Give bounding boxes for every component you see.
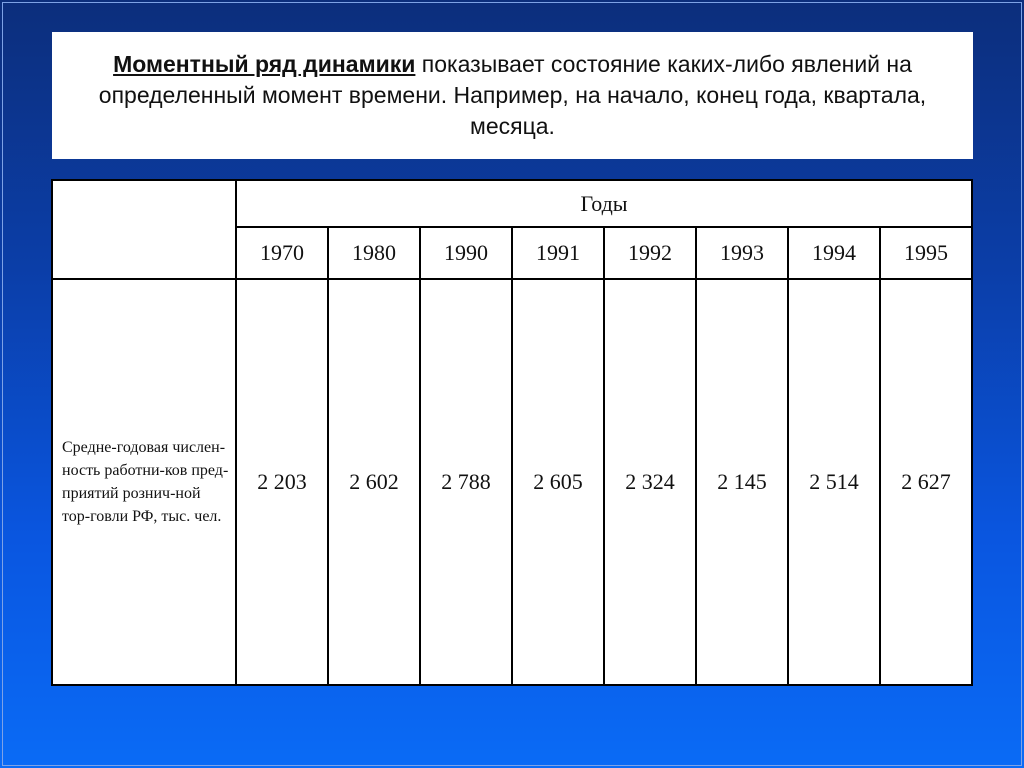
years-group-header: Годы [236, 180, 972, 227]
definition-term: Моментный ряд динамики [113, 51, 416, 77]
value-cell: 2 788 [420, 279, 512, 685]
year-header: 1992 [604, 227, 696, 279]
value-cell: 2 602 [328, 279, 420, 685]
value-cell: 2 514 [788, 279, 880, 685]
table-header-row [52, 180, 972, 227]
year-header: 1970 [236, 227, 328, 279]
table-row [52, 279, 972, 685]
value-cell: 2 627 [880, 279, 972, 685]
time-series-table [51, 179, 973, 686]
value-cell: 2 324 [604, 279, 696, 685]
year-header: 1990 [420, 227, 512, 279]
value-cell: 2 145 [696, 279, 788, 685]
value-cell: 2 605 [512, 279, 604, 685]
definition-text-box [52, 32, 973, 159]
year-header: 1994 [788, 227, 880, 279]
empty-corner-cell [52, 180, 236, 279]
year-header: 1993 [696, 227, 788, 279]
definition-description: показывает состояние каких-либо явлений на определенный момент времени. Например, на начало, конец года, квартала, месяца. [98, 51, 927, 139]
year-header: 1991 [512, 227, 604, 279]
value-cell: 2 203 [236, 279, 328, 685]
year-header: 1995 [880, 227, 972, 279]
indicator-label: Средне-годовая числен-ность работни-ков пред-приятий рознич-ной тор-говли РФ, тыс. чел. [52, 279, 236, 685]
year-header: 1980 [328, 227, 420, 279]
